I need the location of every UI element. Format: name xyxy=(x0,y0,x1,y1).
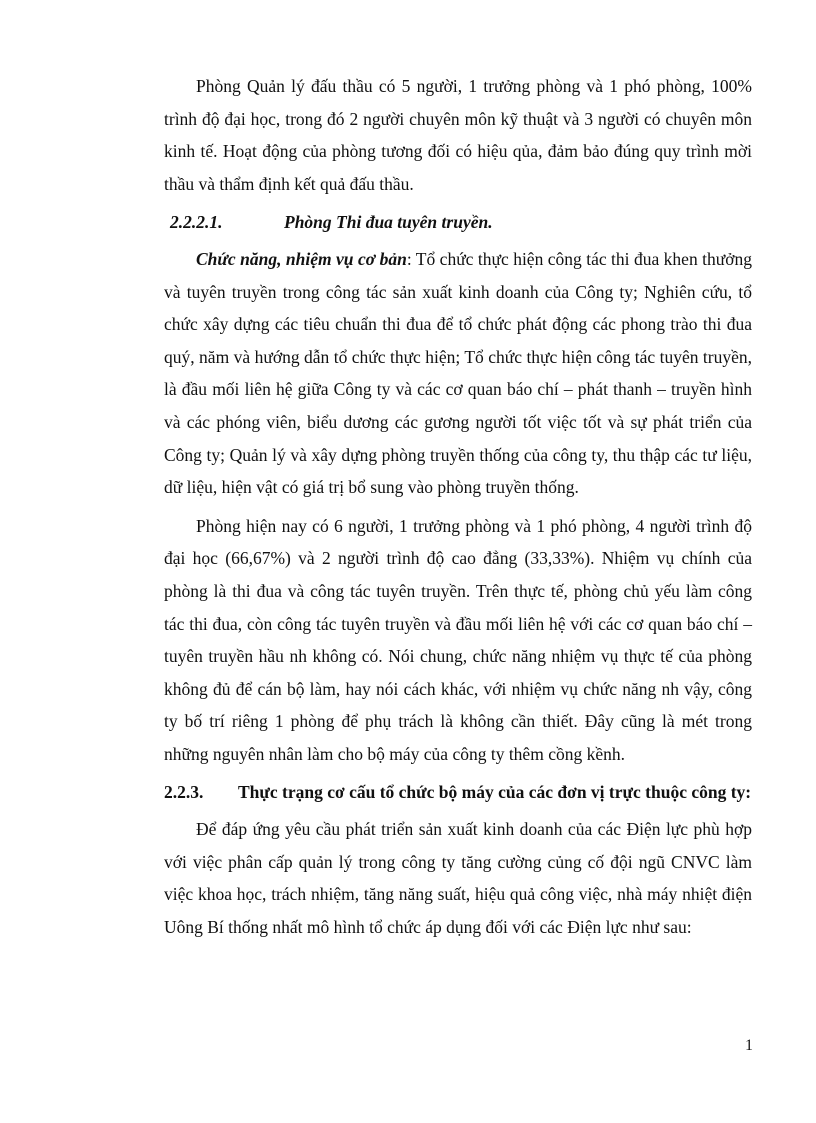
section-number: 2.2.3. xyxy=(164,782,204,803)
paragraph-lead: Chức năng, nhiệm vụ cơ bản xyxy=(196,248,407,269)
paragraph-functions xyxy=(164,243,752,504)
page-number: 1 xyxy=(745,1037,753,1054)
document-body xyxy=(164,70,752,943)
paragraph-org-model: Để đáp ứng yêu cầu phát triển sản xuất kinh doanh của các Điện lực phù hợp với việc phân cấp quản lý trong công ty tăng cường củng cố đội ngũ CNVC làm việc khoa học, trách nhiệm, tăng năng suất, hiệu quả công việc, nhà máy nhiệt điện Uông Bí thống nhất mô hình tổ chức áp dụng đối với các Điện lực như sau: xyxy=(164,819,752,937)
paragraph-staffing: Phòng hiện nay có 6 người, 1 trưởng phòng và 1 phó phòng, 4 người trình độ đại học (66,67%) và 2 người trình độ cao đẳng (33,33%). Nhiệm vụ chính của phòng là thi đua và công tác tuyên truyền. Trên thực tế, phòng chủ yếu làm công tác thi đua, còn công tác tuyên truyền và đầu mối liên hệ với các cơ quan báo chí – tuyên truyền hầu nh không có. Nói chung, chức năng nhiệm vụ thực tế của phòng không đủ để cán bộ làm, hay nói cách khác, với nhiệm vụ chức năng nh vậy, công ty bố trí riêng 1 phòng để phụ trách là không cần thiết. Đây cũng là mét trong những nguyên nhân làm cho bộ máy của công ty thêm cồng kềnh. xyxy=(164,515,752,764)
section-title: Thực trạng cơ cấu tổ chức bộ máy của các đơn vị trực thuộc công ty: xyxy=(238,782,752,803)
section-heading-2-2-3 xyxy=(164,776,752,809)
section-number: 2.2.2.1. xyxy=(170,212,223,233)
paragraph-bidding-dept: Phòng Quản lý đấu thầu có 5 người, 1 trưởng phòng và 1 phó phòng, 100% trình độ đại học, trong đó 2 người chuyên môn kỹ thuật và 3 người có chuyên môn kinh tế. Hoạt động của phòng tương đối có hiệu qủa, đảm bảo đúng quy trình mời thầu và thẩm định kết quả đấu thầu. xyxy=(164,76,752,194)
section-heading-2-2-2-1 xyxy=(170,206,752,239)
section-title: Phòng Thi đua tuyên truyền. xyxy=(284,212,493,233)
paragraph-text: : Tổ chức thực hiện công tác thi đua khen thưởng và tuyên truyền trong công tác sản xuất kinh doanh của Công ty; Nghiên cứu, tổ chức xây dựng các tiêu chuẩn thi đua để tổ chức phát động các phong trào thi đua quý, năm và hướng dẫn tổ chức thực hiện; Tổ chức thực hiện công tác tuyên truyền, là đầu mối liên hệ giữa Công ty và các cơ quan báo chí – phát thanh – truyền hình và các phóng viên, biểu dương các gương người tốt việc tốt và sự phát triển của Công ty; Quản lý và xây dựng phòng truyền thống của công ty, thu thập các tư liệu, dữ liệu, hiện vật có giá trị bổ sung vào phòng truyền thống. xyxy=(164,248,752,498)
